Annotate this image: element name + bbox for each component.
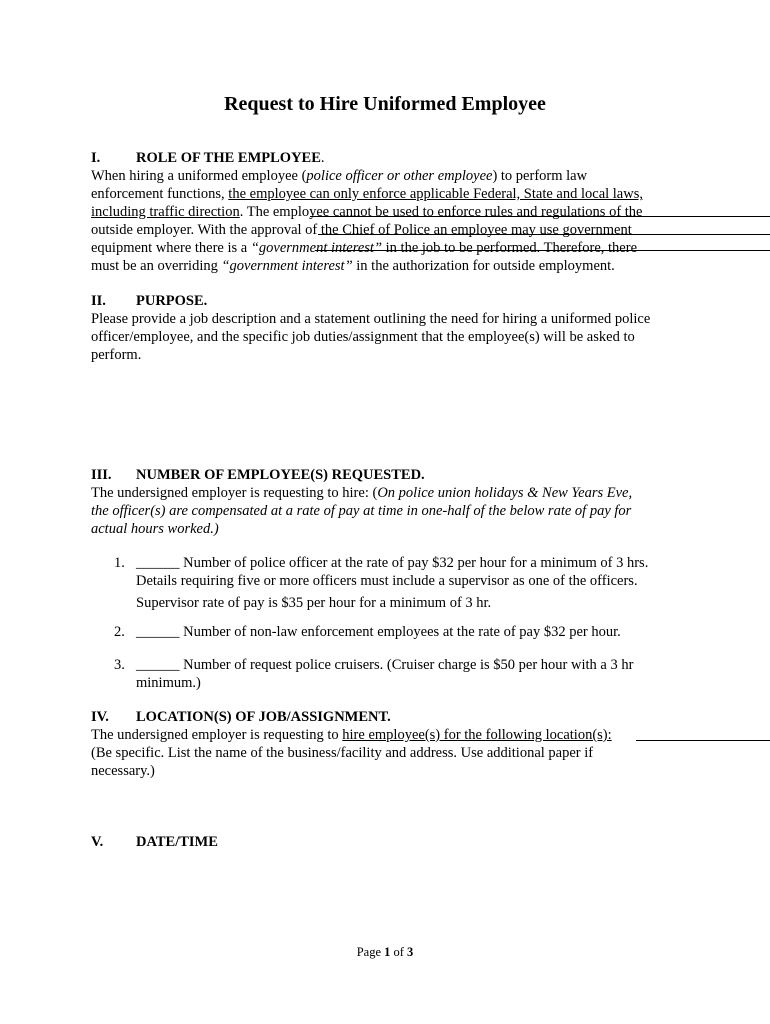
list-item-3: 3. ______ Number of request police cruisers. (Cruiser charge is $50 per hour with a 3 hr minimum.) [114,657,634,691]
section-4-line-1: The undersigned employer is requesting to hire employee(s) for the following location(s): [91,727,612,743]
rule-line [318,234,770,235]
section-1-line-6: must be an overriding “government interest” in the authorization for outside employment. [91,258,615,274]
section-3-line-2: the officer(s) are compensated at a rate of pay at time in one-half of the below rate of pay for [91,503,632,519]
section-1-line-3: including traffic direction. The employee cannot be used to enforce rules and regulations of the [91,204,643,220]
list-item-2: 2. ______ Number of non-law enforcement employees at the rate of pay $32 per hour. [114,624,621,640]
rule-line [310,216,770,217]
list-item-1: 1. ______ Number of police officer at the rate of pay $32 per hour for a minimum of 3 hrs. Details requiring five or more officers must include a supervisor as one of the officers. Supervisor rate of pay is $35 per hour for a minimum of 3 hr. [114,555,649,611]
section-1-line-1: When hiring a uniformed employee (police officer or other employee) to perform law [91,168,588,184]
section-4-line-2: (Be specific. List the name of the business/facility and address. Use additional paper if [91,745,594,761]
section-2-line-1: Please provide a job description and a statement outlining the need for hiring a uniformed police [91,311,651,327]
section-3-heading: III. NUMBER OF EMPLOYEE(S) REQUESTED. [91,467,425,483]
section-2-line-3: perform. [91,347,142,363]
section-1-line-2: enforcement functions, the employee can only enforce applicable Federal, State and local laws, [91,186,643,202]
section-1-line-4: outside employer. With the approval of the Chief of Police an employee may use government [91,222,632,238]
section-2-heading: II. PURPOSE. [91,293,208,309]
section-1-heading: I. ROLE OF THE EMPLOYEE. [91,150,325,166]
document-title: Request to Hire Uniformed Employee [224,93,546,115]
rule-line [636,740,770,741]
section-4-heading: IV. LOCATION(S) OF JOB/ASSIGNMENT. [91,709,391,725]
section-3-line-3: actual hours worked.) [91,521,219,537]
section-2-line-2: officer/employee, and the specific job duties/assignment that the employee(s) will be asked to [91,329,635,345]
page-footer: Page 1 of 3 [356,945,414,959]
section-4-line-3: necessary.) [91,763,155,779]
rule-line [315,250,770,251]
section-5-heading: V. DATE/TIME [91,834,218,850]
section-1-line-5: equipment where there is a “government interest” in the job to be performed. Therefore, there [91,240,638,256]
section-3-line-1: The undersigned employer is requesting to hire: (On police union holidays & New Years Eve, [91,485,633,501]
